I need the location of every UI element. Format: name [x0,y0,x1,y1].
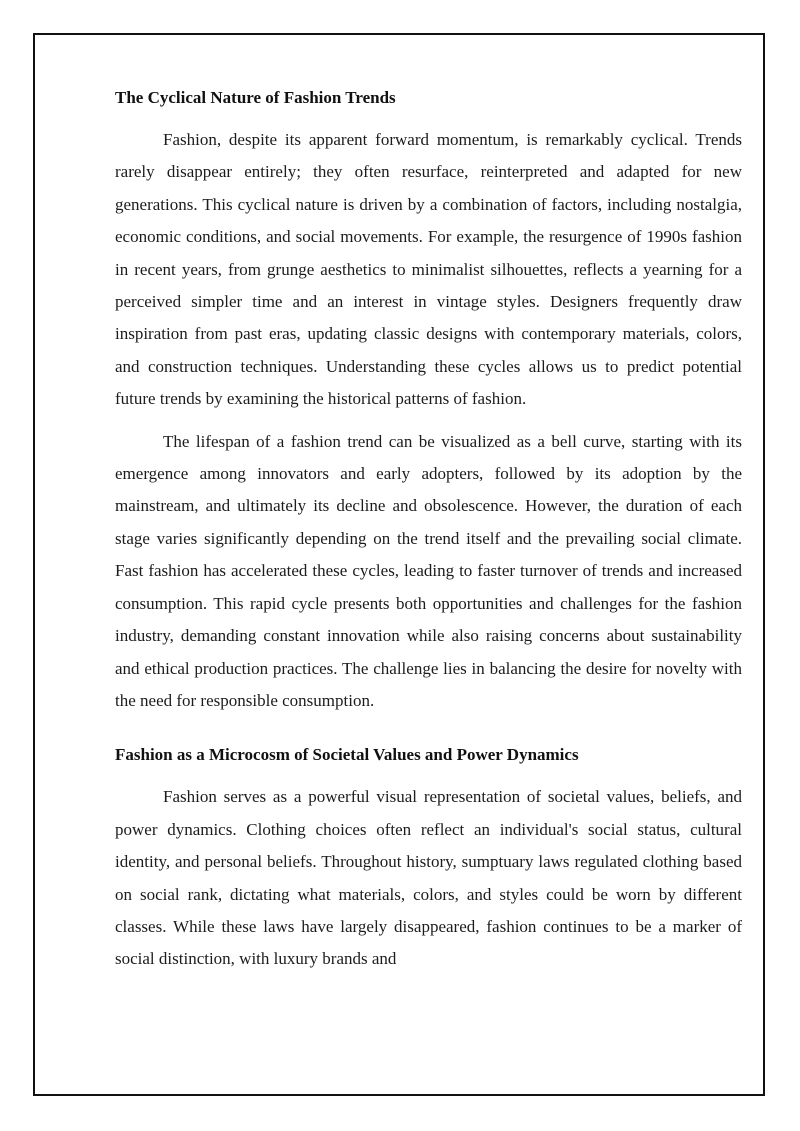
document-body [115,84,742,976]
section-heading-cyclical-nature: The Cyclical Nature of Fashion Trends [115,88,396,107]
paragraph-fashion-cyclical: Fashion, despite its apparent forward momentum, is remarkably cyclical. Trends rarely disappear entirely; they often resurface, reinterpreted and adapted for new generations. This cyclical nature is driven by a combination of factors, including nostalgia, economic conditions, and social movements. For example, the resurgence of 1990s fashion in recent years, from grunge aesthetics to minimalist silhouettes, reflects a yearning for a perceived simpler time and an interest in vintage styles. Designers frequently draw inspiration from past eras, updating classic designs with contemporary materials, colors, and construction techniques. Understanding these cycles allows us to predict potential future trends by examining the historical patterns of fashion. [115,130,742,409]
section-heading-societal-values: Fashion as a Microcosm of Societal Values and Power Dynamics [115,745,579,765]
paragraph-societal-values: Fashion serves as a powerful visual representation of societal values, beliefs, and power dynamics. Clothing choices often reflect an individual's social status, cultural identity, and personal beliefs. Throughout history, sumptuary laws regulated clothing based on social rank, dictating what materials, colors, and styles could be worn by different classes. While these laws have largely disappeared, fashion continues to be a marker of social distinction, with luxury brands and [115,787,742,969]
paragraph-trend-lifespan: The lifespan of a fashion trend can be visualized as a bell curve, starting with its emergence among innovators and early adopters, followed by its adoption by the mainstream, and ultimately its decline and obsolescence. However, the duration of each stage varies significantly depending on the trend itself and the prevailing social climate. Fast fashion has accelerated these cycles, leading to faster turnover of trends and increased consumption. This rapid cycle presents both opportunities and challenges for the fashion industry, demanding constant innovation while also raising concerns about sustainability and ethical production practices. The challenge lies in balancing the desire for novelty with the need for responsible consumption. [115,431,742,710]
